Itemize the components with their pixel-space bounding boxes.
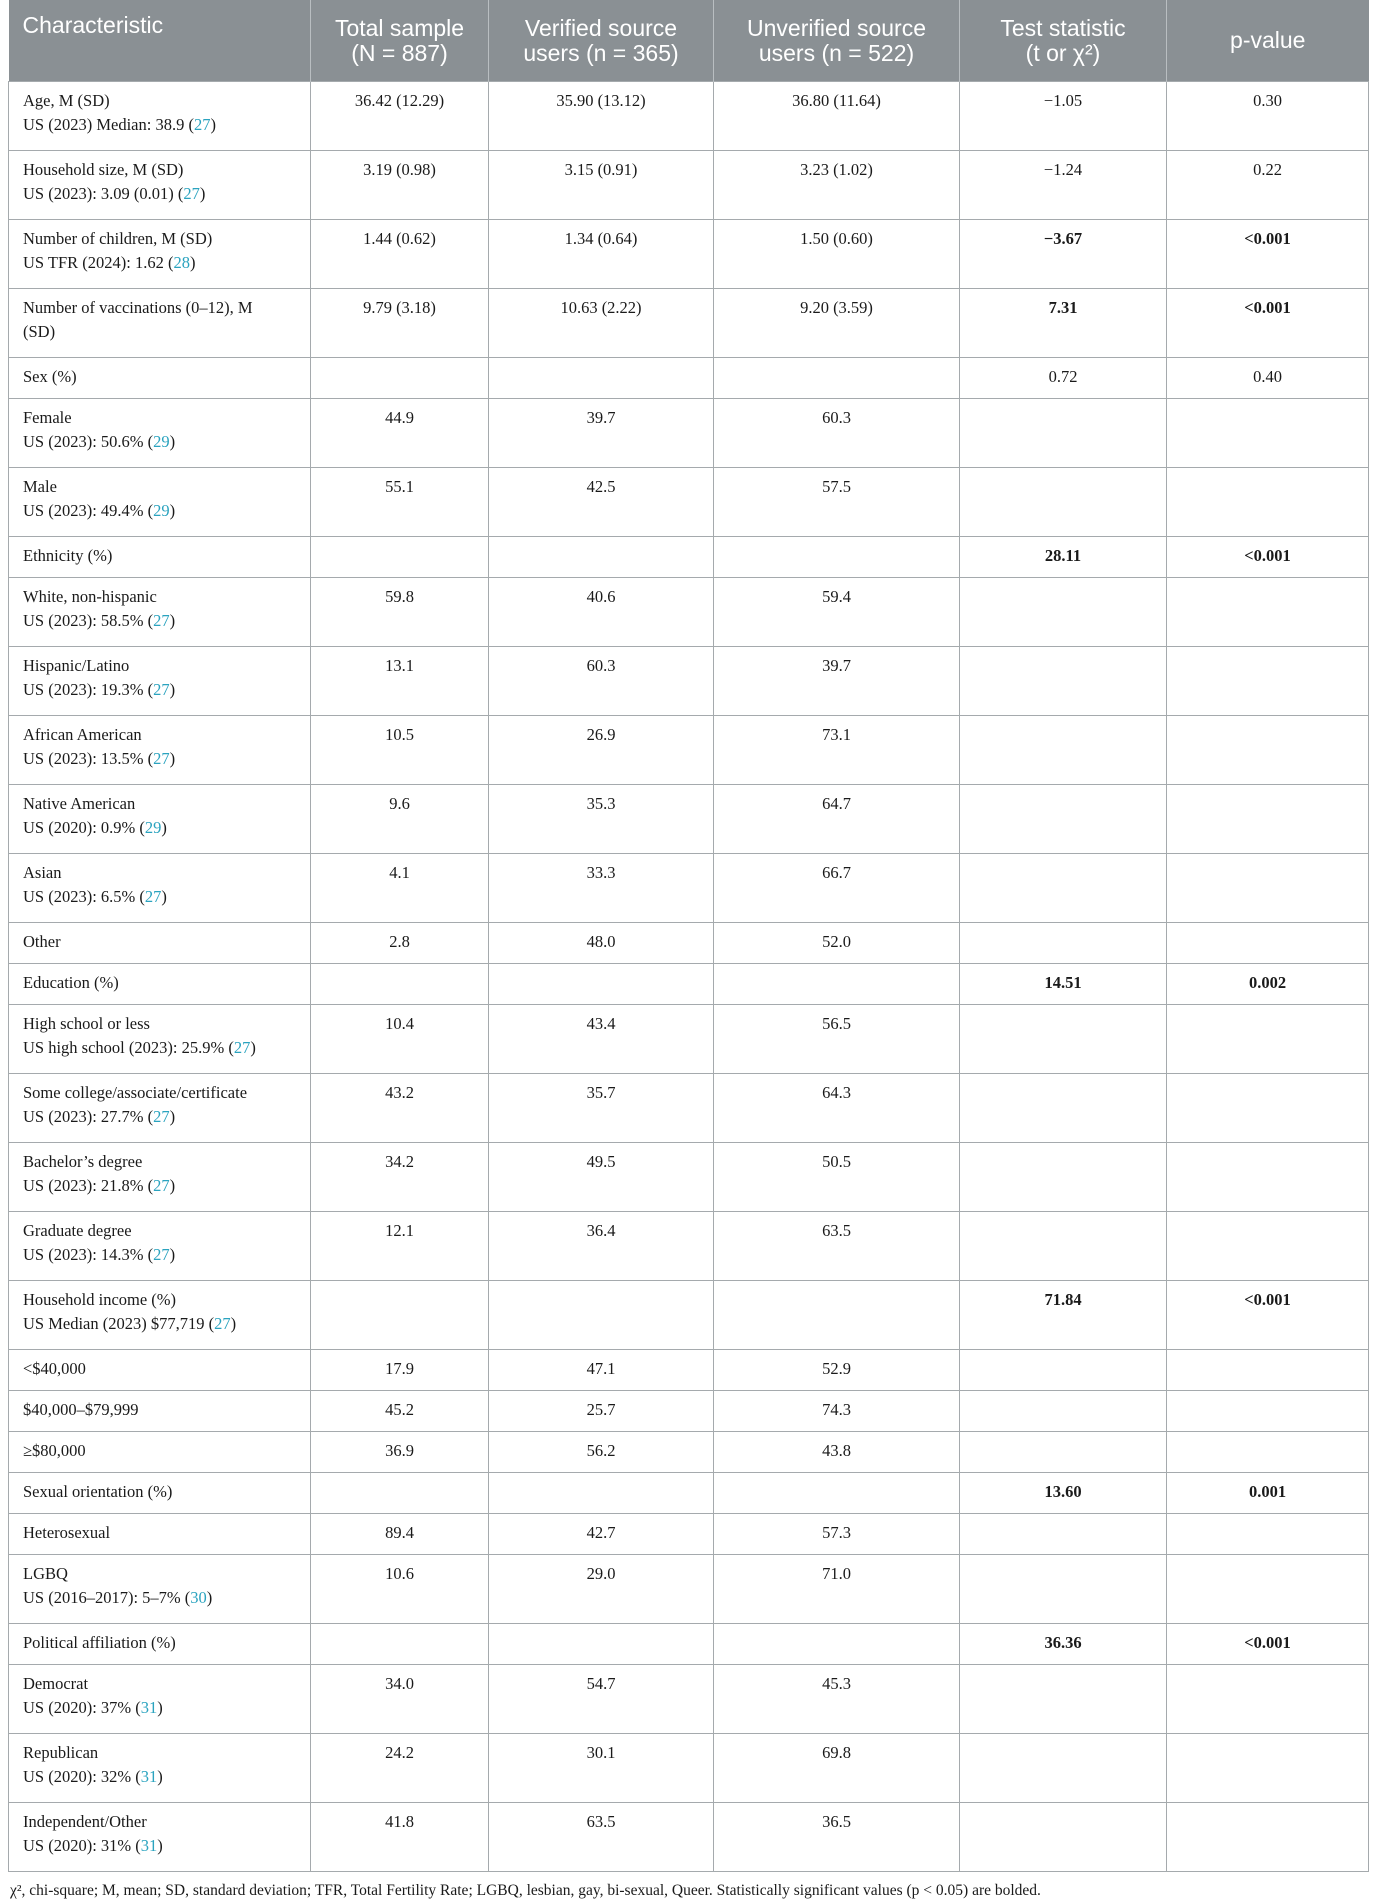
- total-sample-cell: 43.2: [311, 1074, 489, 1143]
- test-statistic-cell: −1.05: [960, 82, 1167, 151]
- citation-link[interactable]: 27: [144, 887, 162, 906]
- characteristic-cell: Graduate degree US (2023): 14.3% (27): [9, 1212, 311, 1281]
- p-value-cell: [1167, 1514, 1369, 1555]
- unverified-users-cell: 64.3: [714, 1074, 960, 1143]
- reference-note: US high school (2023): 25.9%: [23, 1038, 225, 1057]
- total-sample-cell: 24.2: [311, 1734, 489, 1803]
- verified-users-cell: 40.6: [489, 578, 714, 647]
- characteristic-label: Other: [23, 932, 61, 951]
- test-statistic-cell: −1.24: [960, 151, 1167, 220]
- p-value-cell: 0.40: [1167, 358, 1369, 399]
- p-value-cell: <0.001: [1167, 1281, 1369, 1350]
- characteristic-cell: Asian US (2023): 6.5% (27): [9, 854, 311, 923]
- characteristic-label: Graduate degree: [23, 1221, 132, 1240]
- table-row: [9, 964, 1369, 1005]
- test-statistic-cell: [960, 1803, 1167, 1872]
- reference-note: US (2020): 0.9%: [23, 818, 136, 837]
- characteristic-cell: LGBQ US (2016–2017): 5–7% (30): [9, 1555, 311, 1624]
- characteristic-label: Bachelor’s degree: [23, 1152, 143, 1171]
- unverified-users-cell: 39.7: [714, 647, 960, 716]
- total-sample-cell: 36.9: [311, 1432, 489, 1473]
- total-sample-cell: 9.79 (3.18): [311, 289, 489, 358]
- unverified-users-cell: 52.0: [714, 923, 960, 964]
- unverified-users-cell: 60.3: [714, 399, 960, 468]
- table-row: [9, 1473, 1369, 1514]
- test-statistic-cell: 0.72: [960, 358, 1167, 399]
- total-sample-cell: 44.9: [311, 399, 489, 468]
- citation-link[interactable]: 27: [153, 680, 170, 699]
- unverified-users-cell: 36.5: [714, 1803, 960, 1872]
- reference-note: US (2023): 13.5%: [23, 749, 144, 768]
- verified-users-cell: [489, 1624, 714, 1665]
- verified-users-cell: 10.63 (2.22): [489, 289, 714, 358]
- unverified-users-cell: 69.8: [714, 1734, 960, 1803]
- characteristic-cell: Hispanic/Latino US (2023): 19.3% (27): [9, 647, 311, 716]
- characteristic-cell: [9, 1514, 311, 1555]
- p-value-cell: [1167, 1555, 1369, 1624]
- total-sample-cell: 1.44 (0.62): [311, 220, 489, 289]
- reference-note: US Median (2023) $77,719: [23, 1314, 205, 1333]
- characteristic-label: High school or less: [23, 1014, 150, 1033]
- table-row: [9, 151, 1369, 220]
- test-statistic-cell: [960, 1734, 1167, 1803]
- header-verified-users: Verified source users (n = 365): [489, 0, 714, 82]
- characteristic-label: Sexual orientation (%): [23, 1482, 173, 1501]
- verified-users-cell: 3.15 (0.91): [489, 151, 714, 220]
- total-sample-cell: 59.8: [311, 578, 489, 647]
- header-test-statistic: Test statistic (t or χ²): [960, 0, 1167, 82]
- characteristic-cell: [9, 1473, 311, 1514]
- table-row: [9, 1432, 1369, 1473]
- reference-note: (SD): [23, 322, 56, 341]
- total-sample-cell: 10.4: [311, 1005, 489, 1074]
- test-statistic-cell: [960, 854, 1167, 923]
- citation-link[interactable]: 27: [153, 1245, 170, 1264]
- unverified-users-cell: 9.20 (3.59): [714, 289, 960, 358]
- characteristic-label: Democrat: [23, 1674, 89, 1693]
- verified-users-cell: 47.1: [489, 1350, 714, 1391]
- characteristic-label: $40,000–$79,999: [23, 1400, 139, 1419]
- characteristic-label: Number of children, M (SD): [23, 229, 213, 248]
- test-statistic-cell: [960, 785, 1167, 854]
- total-sample-cell: 3.19 (0.98): [311, 151, 489, 220]
- citation-link[interactable]: 30: [190, 1588, 207, 1607]
- characteristic-label: Political affiliation (%): [23, 1633, 176, 1652]
- p-value-cell: 0.22: [1167, 151, 1369, 220]
- unverified-users-cell: [714, 537, 960, 578]
- demographics-table: [8, 0, 1369, 1872]
- table-row: [9, 1665, 1369, 1734]
- test-statistic-cell: [960, 468, 1167, 537]
- reference-note: US (2023): 27.7%: [23, 1107, 144, 1126]
- p-value-cell: [1167, 923, 1369, 964]
- total-sample-cell: [311, 1624, 489, 1665]
- total-sample-cell: 34.2: [311, 1143, 489, 1212]
- table-body: [9, 82, 1369, 1872]
- total-sample-cell: 36.42 (12.29): [311, 82, 489, 151]
- test-statistic-cell: 71.84: [960, 1281, 1167, 1350]
- p-value-cell: 0.30: [1167, 82, 1369, 151]
- verified-users-cell: 26.9: [489, 716, 714, 785]
- verified-users-cell: 33.3: [489, 854, 714, 923]
- verified-users-cell: 42.5: [489, 468, 714, 537]
- characteristic-cell: [9, 923, 311, 964]
- table-row: [9, 923, 1369, 964]
- characteristic-cell: [9, 358, 311, 399]
- unverified-users-cell: [714, 1624, 960, 1665]
- table-row: [9, 785, 1369, 854]
- p-value-cell: <0.001: [1167, 1624, 1369, 1665]
- characteristic-label: Male: [23, 477, 57, 496]
- p-value-cell: [1167, 647, 1369, 716]
- verified-users-cell: [489, 358, 714, 399]
- characteristic-label: Age, M (SD): [23, 91, 110, 110]
- test-statistic-cell: [960, 1432, 1167, 1473]
- characteristic-label: Some college/associate/certificate: [23, 1083, 248, 1102]
- table-row: [9, 399, 1369, 468]
- p-value-cell: 0.001: [1167, 1473, 1369, 1514]
- unverified-users-cell: 63.5: [714, 1212, 960, 1281]
- citation-link[interactable]: 29: [153, 432, 170, 451]
- test-statistic-cell: 36.36: [960, 1624, 1167, 1665]
- test-statistic-cell: [960, 923, 1167, 964]
- table-row: [9, 358, 1369, 399]
- verified-users-cell: 30.1: [489, 1734, 714, 1803]
- characteristic-cell: High school or less US high school (2023): 25.9% (27): [9, 1005, 311, 1074]
- table-row: [9, 220, 1369, 289]
- reference-note: US (2023): 3.09 (0.01): [23, 184, 174, 203]
- characteristic-label: Hispanic/Latino: [23, 656, 130, 675]
- unverified-users-cell: 43.8: [714, 1432, 960, 1473]
- reference-note: US TFR (2024): 1.62: [23, 253, 164, 272]
- test-statistic-cell: 7.31: [960, 289, 1167, 358]
- reference-note: US (2023): 50.6%: [23, 432, 144, 451]
- table-row: [9, 1391, 1369, 1432]
- table-row: [9, 468, 1369, 537]
- test-statistic-cell: 28.11: [960, 537, 1167, 578]
- p-value-cell: 0.002: [1167, 964, 1369, 1005]
- table-row: [9, 1734, 1369, 1803]
- characteristic-cell: [9, 1624, 311, 1665]
- characteristic-cell: Some college/associate/certificate US (2023): 27.7% (27): [9, 1074, 311, 1143]
- verified-users-cell: 48.0: [489, 923, 714, 964]
- table-row: [9, 289, 1369, 358]
- characteristic-cell: Independent/Other US (2020): 31% (31): [9, 1803, 311, 1872]
- unverified-users-cell: 1.50 (0.60): [714, 220, 960, 289]
- unverified-users-cell: 57.5: [714, 468, 960, 537]
- characteristic-cell: [9, 964, 311, 1005]
- characteristic-cell: African American US (2023): 13.5% (27): [9, 716, 311, 785]
- total-sample-cell: 12.1: [311, 1212, 489, 1281]
- table-footnote: χ², chi-square; M, mean; SD, standard deviation; TFR, Total Fertility Rate; LGBQ, lesbian, gay, bi-sexual, Queer. Statistically significant values (p < 0.05) are bolded.: [10, 1882, 1041, 1899]
- citation-link[interactable]: 31: [140, 1698, 158, 1717]
- test-statistic-cell: [960, 1391, 1167, 1432]
- reference-note: US (2023): 58.5%: [23, 611, 144, 630]
- unverified-users-cell: 52.9: [714, 1350, 960, 1391]
- total-sample-cell: 10.5: [311, 716, 489, 785]
- unverified-users-cell: 73.1: [714, 716, 960, 785]
- test-statistic-cell: [960, 1350, 1167, 1391]
- unverified-users-cell: 64.7: [714, 785, 960, 854]
- characteristic-label: ≥$80,000: [23, 1441, 86, 1460]
- table-row: [9, 1074, 1369, 1143]
- table-row: [9, 1514, 1369, 1555]
- test-statistic-cell: −3.67: [960, 220, 1167, 289]
- characteristic-cell: [9, 1432, 311, 1473]
- characteristic-cell: Male US (2023): 49.4% (29): [9, 468, 311, 537]
- characteristic-cell: [9, 1350, 311, 1391]
- verified-users-cell: 60.3: [489, 647, 714, 716]
- test-statistic-cell: [960, 647, 1167, 716]
- unverified-users-cell: 45.3: [714, 1665, 960, 1734]
- header-p-value: p-value: [1167, 0, 1369, 82]
- citation-link[interactable]: 27: [193, 115, 211, 134]
- characteristic-label: Household size, M (SD): [23, 160, 184, 179]
- table-row: [9, 1803, 1369, 1872]
- total-sample-cell: 41.8: [311, 1803, 489, 1872]
- header-unverified-users: Unverified source users (n = 522): [714, 0, 960, 82]
- unverified-users-cell: [714, 1473, 960, 1514]
- p-value-cell: [1167, 716, 1369, 785]
- test-statistic-cell: [960, 1074, 1167, 1143]
- characteristic-cell: [9, 1391, 311, 1432]
- reference-note: US (2023): 6.5%: [23, 887, 136, 906]
- test-statistic-cell: [960, 578, 1167, 647]
- unverified-users-cell: 66.7: [714, 854, 960, 923]
- characteristic-label: Heterosexual: [23, 1523, 111, 1542]
- characteristic-cell: Republican US (2020): 32% (31): [9, 1734, 311, 1803]
- p-value-cell: [1167, 1803, 1369, 1872]
- verified-users-cell: 35.7: [489, 1074, 714, 1143]
- total-sample-cell: 10.6: [311, 1555, 489, 1624]
- characteristic-cell: Household income (%) US Median (2023) $77,719 (27): [9, 1281, 311, 1350]
- table-header-row: [9, 0, 1369, 82]
- total-sample-cell: [311, 358, 489, 399]
- characteristic-label: Asian: [23, 863, 62, 882]
- table-row: [9, 647, 1369, 716]
- demographics-table-container: [8, 0, 1368, 1900]
- citation-link[interactable]: 28: [173, 253, 191, 272]
- verified-users-cell: 36.4: [489, 1212, 714, 1281]
- p-value-cell: [1167, 1391, 1369, 1432]
- p-value-cell: [1167, 1432, 1369, 1473]
- unverified-users-cell: [714, 358, 960, 399]
- reference-note: US (2023): 19.3%: [23, 680, 144, 699]
- table-row: [9, 1624, 1369, 1665]
- table-row: [9, 1005, 1369, 1074]
- table-row: [9, 537, 1369, 578]
- unverified-users-cell: 3.23 (1.02): [714, 151, 960, 220]
- p-value-cell: [1167, 468, 1369, 537]
- p-value-cell: [1167, 1005, 1369, 1074]
- total-sample-cell: 4.1: [311, 854, 489, 923]
- unverified-users-cell: 36.80 (11.64): [714, 82, 960, 151]
- total-sample-cell: 89.4: [311, 1514, 489, 1555]
- reference-note: US (2016–2017): 5–7%: [23, 1588, 181, 1607]
- characteristic-cell: White, non-hispanic US (2023): 58.5% (27): [9, 578, 311, 647]
- test-statistic-cell: [960, 716, 1167, 785]
- citation-link[interactable]: 27: [153, 749, 170, 768]
- total-sample-cell: 34.0: [311, 1665, 489, 1734]
- verified-users-cell: 63.5: [489, 1803, 714, 1872]
- table-row: [9, 716, 1369, 785]
- table-row: [9, 1212, 1369, 1281]
- verified-users-cell: 54.7: [489, 1665, 714, 1734]
- reference-note: US (2023) Median: 38.9: [23, 115, 185, 134]
- characteristic-cell: Bachelor’s degree US (2023): 21.8% (27): [9, 1143, 311, 1212]
- total-sample-cell: 17.9: [311, 1350, 489, 1391]
- p-value-cell: [1167, 1350, 1369, 1391]
- citation-link[interactable]: 31: [140, 1767, 158, 1786]
- reference-note: US (2020): 37%: [23, 1698, 132, 1717]
- header-characteristic: Characteristic: [9, 0, 311, 82]
- unverified-users-cell: 74.3: [714, 1391, 960, 1432]
- p-value-cell: [1167, 1143, 1369, 1212]
- verified-users-cell: 39.7: [489, 399, 714, 468]
- total-sample-cell: [311, 964, 489, 1005]
- characteristic-cell: Number of children, M (SD) US TFR (2024): 1.62 (28): [9, 220, 311, 289]
- citation-link[interactable]: 27: [153, 1107, 170, 1126]
- p-value-cell: [1167, 399, 1369, 468]
- p-value-cell: [1167, 578, 1369, 647]
- test-statistic-cell: [960, 399, 1167, 468]
- p-value-cell: <0.001: [1167, 537, 1369, 578]
- reference-note: US (2023): 49.4%: [23, 501, 144, 520]
- verified-users-cell: 35.3: [489, 785, 714, 854]
- total-sample-cell: 2.8: [311, 923, 489, 964]
- characteristic-cell: Age, M (SD) US (2023) Median: 38.9 (27): [9, 82, 311, 151]
- table-row: [9, 578, 1369, 647]
- test-statistic-cell: [960, 1555, 1167, 1624]
- total-sample-cell: 9.6: [311, 785, 489, 854]
- citation-link[interactable]: 29: [144, 818, 162, 837]
- unverified-users-cell: [714, 964, 960, 1005]
- unverified-users-cell: [714, 1281, 960, 1350]
- test-statistic-cell: [960, 1143, 1167, 1212]
- characteristic-cell: Female US (2023): 50.6% (29): [9, 399, 311, 468]
- test-statistic-cell: [960, 1665, 1167, 1734]
- verified-users-cell: 49.5: [489, 1143, 714, 1212]
- characteristic-label: Republican: [23, 1743, 99, 1762]
- citation-link[interactable]: 31: [140, 1836, 158, 1855]
- p-value-cell: <0.001: [1167, 289, 1369, 358]
- unverified-users-cell: 57.3: [714, 1514, 960, 1555]
- total-sample-cell: [311, 1281, 489, 1350]
- test-statistic-cell: 14.51: [960, 964, 1167, 1005]
- total-sample-cell: [311, 1473, 489, 1514]
- characteristic-label: Ethnicity (%): [23, 546, 113, 565]
- table-row: [9, 1281, 1369, 1350]
- p-value-cell: [1167, 785, 1369, 854]
- unverified-users-cell: 50.5: [714, 1143, 960, 1212]
- table-row: [9, 1143, 1369, 1212]
- verified-users-cell: 1.34 (0.64): [489, 220, 714, 289]
- p-value-cell: [1167, 1734, 1369, 1803]
- unverified-users-cell: 71.0: [714, 1555, 960, 1624]
- table-row: [9, 854, 1369, 923]
- characteristic-label: Number of vaccinations (0–12), M: [23, 298, 253, 317]
- verified-users-cell: 35.90 (13.12): [489, 82, 714, 151]
- total-sample-cell: 13.1: [311, 647, 489, 716]
- citation-link[interactable]: 27: [153, 1176, 170, 1195]
- p-value-cell: [1167, 854, 1369, 923]
- table-row: [9, 1350, 1369, 1391]
- table-row: [9, 1555, 1369, 1624]
- characteristic-label: White, non-hispanic: [23, 587, 157, 606]
- characteristic-label: Household income (%): [23, 1290, 177, 1309]
- test-statistic-cell: 13.60: [960, 1473, 1167, 1514]
- characteristic-label: LGBQ: [23, 1564, 68, 1583]
- citation-link[interactable]: 27: [183, 184, 200, 203]
- verified-users-cell: [489, 537, 714, 578]
- test-statistic-cell: [960, 1005, 1167, 1074]
- test-statistic-cell: [960, 1212, 1167, 1281]
- characteristic-cell: Democrat US (2020): 37% (31): [9, 1665, 311, 1734]
- reference-note: US (2023): 14.3%: [23, 1245, 144, 1264]
- characteristic-label: Native American: [23, 794, 136, 813]
- characteristic-label: Female: [23, 408, 72, 427]
- total-sample-cell: 45.2: [311, 1391, 489, 1432]
- p-value-cell: [1167, 1074, 1369, 1143]
- characteristic-cell: Household size, M (SD) US (2023): 3.09 (0.01) (27): [9, 151, 311, 220]
- header-total-sample: Total sample (N = 887): [311, 0, 489, 82]
- verified-users-cell: 43.4: [489, 1005, 714, 1074]
- verified-users-cell: [489, 964, 714, 1005]
- total-sample-cell: [311, 537, 489, 578]
- characteristic-cell: [9, 289, 311, 358]
- characteristic-cell: Native American US (2020): 0.9% (29): [9, 785, 311, 854]
- characteristic-label: Sex (%): [23, 367, 77, 386]
- citation-link[interactable]: 29: [153, 501, 170, 520]
- verified-users-cell: [489, 1281, 714, 1350]
- p-value-cell: <0.001: [1167, 220, 1369, 289]
- verified-users-cell: 25.7: [489, 1391, 714, 1432]
- reference-note: US (2020): 32%: [23, 1767, 132, 1786]
- verified-users-cell: 56.2: [489, 1432, 714, 1473]
- verified-users-cell: 29.0: [489, 1555, 714, 1624]
- characteristic-label: <$40,000: [23, 1359, 86, 1378]
- characteristic-label: African American: [23, 725, 142, 744]
- test-statistic-cell: [960, 1514, 1167, 1555]
- characteristic-label: Education (%): [23, 973, 119, 992]
- p-value-cell: [1167, 1212, 1369, 1281]
- reference-note: US (2020): 31%: [23, 1836, 132, 1855]
- verified-users-cell: 42.7: [489, 1514, 714, 1555]
- characteristic-label: Independent/Other: [23, 1812, 147, 1831]
- table-row: [9, 82, 1369, 151]
- citation-link[interactable]: 27: [214, 1314, 231, 1333]
- verified-users-cell: [489, 1473, 714, 1514]
- unverified-users-cell: 56.5: [714, 1005, 960, 1074]
- citation-link[interactable]: 27: [153, 611, 170, 630]
- total-sample-cell: 55.1: [311, 468, 489, 537]
- p-value-cell: [1167, 1665, 1369, 1734]
- reference-note: US (2023): 21.8%: [23, 1176, 144, 1195]
- citation-link[interactable]: 27: [233, 1038, 251, 1057]
- characteristic-cell: [9, 537, 311, 578]
- unverified-users-cell: 59.4: [714, 578, 960, 647]
